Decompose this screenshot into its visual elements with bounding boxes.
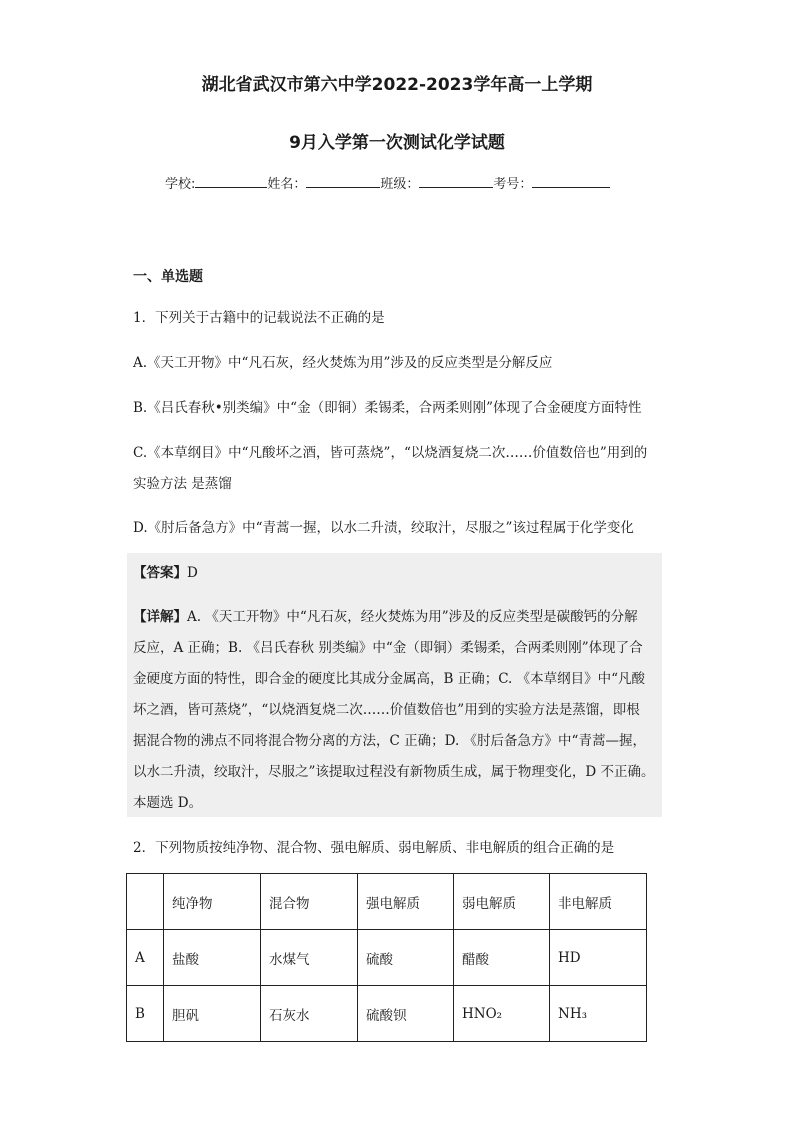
q1-stem: 1．下列关于古籍中的记载说法不正确的是 bbox=[133, 310, 385, 326]
table-cell: 石灰水 bbox=[261, 986, 358, 1042]
q1-option-c-line2: 实验方法 是蒸馏 bbox=[133, 476, 232, 492]
table-header-cell: 非电解质 bbox=[550, 874, 647, 930]
table-cell: A bbox=[127, 930, 164, 986]
exam-no-blank[interactable] bbox=[532, 175, 610, 188]
table-cell: HD bbox=[550, 930, 647, 986]
table-cell: HNO₂ bbox=[454, 986, 550, 1042]
table-header-cell: 混合物 bbox=[261, 874, 358, 930]
q2-table bbox=[126, 873, 647, 1042]
table-header-cell: 纯净物 bbox=[164, 874, 261, 930]
explain-line-4: 坏之酒，皆可蒸烧”，“以烧酒复烧二次……价值数倍也”用到的实验方法是蒸馏，即根 bbox=[133, 702, 640, 718]
section-title: 一、单选题 bbox=[133, 269, 203, 285]
q1-option-c-line1: C.《本草纲目》中“凡酸坏之酒，皆可蒸烧”，“以烧酒复烧二次……价值数倍也”用到的 bbox=[133, 445, 648, 461]
explain-line-7: 本题选 D。 bbox=[133, 795, 203, 811]
table-header-cell bbox=[127, 874, 164, 930]
explain-line-6: 以水二升渍，绞取汁，尽服之”该提取过程没有新物质生成，属于物理变化，D 不正确。 bbox=[133, 764, 655, 780]
table-cell: 醋酸 bbox=[454, 930, 550, 986]
name-label: 姓名： bbox=[267, 177, 307, 192]
table-cell: NH₃ bbox=[550, 986, 647, 1042]
explain-label: 【详解】 bbox=[133, 609, 187, 625]
table-cell: 硫酸钡 bbox=[358, 986, 454, 1042]
exam-no-label: 考号： bbox=[493, 177, 533, 192]
student-info-row bbox=[165, 173, 610, 192]
class-blank[interactable] bbox=[419, 175, 493, 188]
exam-title-line2: 9月入学第一次测试化学试题 bbox=[289, 133, 505, 153]
explain-line-2: 反应，A 正确；B. 《吕氏春秋 别类编》中“金（即铜）柔锡柔，合两柔则刚”体现了合 bbox=[133, 640, 643, 656]
table-header-row bbox=[127, 874, 647, 930]
class-label: 班级： bbox=[380, 177, 420, 192]
explain-line-5: 据混合物的沸点不同将混合物分离的方法，C 正确；D. 《肘后备急方》中“青蒿—握， bbox=[133, 733, 646, 749]
name-blank[interactable] bbox=[306, 175, 380, 188]
q1-option-a: A.《天工开物》中“凡石灰，经火焚炼为用”涉及的反应类型是分解反应 bbox=[133, 355, 553, 371]
explain-line-3: 金硬度方面的特性，即合金的硬度比其成分金属高，B 正确；C. 《本草纲目》中“凡酸 bbox=[133, 671, 646, 687]
school-blank[interactable] bbox=[195, 175, 267, 188]
table-cell: B bbox=[127, 986, 164, 1042]
q2-stem: 2．下列物质按纯净物、混合物、强电解质、弱电解质、非电解质的组合正确的是 bbox=[133, 840, 615, 856]
table-header-cell: 强电解质 bbox=[358, 874, 454, 930]
table-header-cell: 弱电解质 bbox=[454, 874, 550, 930]
explain-text-1: A. 《天工开物》中“凡石灰，经火焚炼为用”涉及的反应类型是碳酸钙的分解 bbox=[187, 609, 638, 625]
table-cell: 硫酸 bbox=[358, 930, 454, 986]
table-cell: 胆矾 bbox=[164, 986, 261, 1042]
table-cell: 水煤气 bbox=[261, 930, 358, 986]
answer-label: 【答案】 bbox=[133, 565, 187, 581]
answer-line bbox=[133, 561, 198, 581]
table-cell: 盐酸 bbox=[164, 930, 261, 986]
table-row bbox=[127, 986, 647, 1042]
school-label: 学校: bbox=[165, 177, 196, 192]
table-row bbox=[127, 930, 647, 986]
q1-option-b: B.《吕氏春秋•别类编》中“金（即铜）柔锡柔，合两柔则刚”体现了合金硬度方面特性 bbox=[133, 400, 642, 416]
explain-line-1 bbox=[133, 605, 638, 625]
q1-option-d: D.《肘后备急方》中“青蒿一握，以水二升渍，绞取汁，尽服之”该过程属于化学变化 bbox=[133, 520, 634, 536]
exam-title-line1: 湖北省武汉市第六中学2022-2023学年高一上学期 bbox=[201, 75, 593, 95]
answer-value: D bbox=[187, 565, 198, 581]
